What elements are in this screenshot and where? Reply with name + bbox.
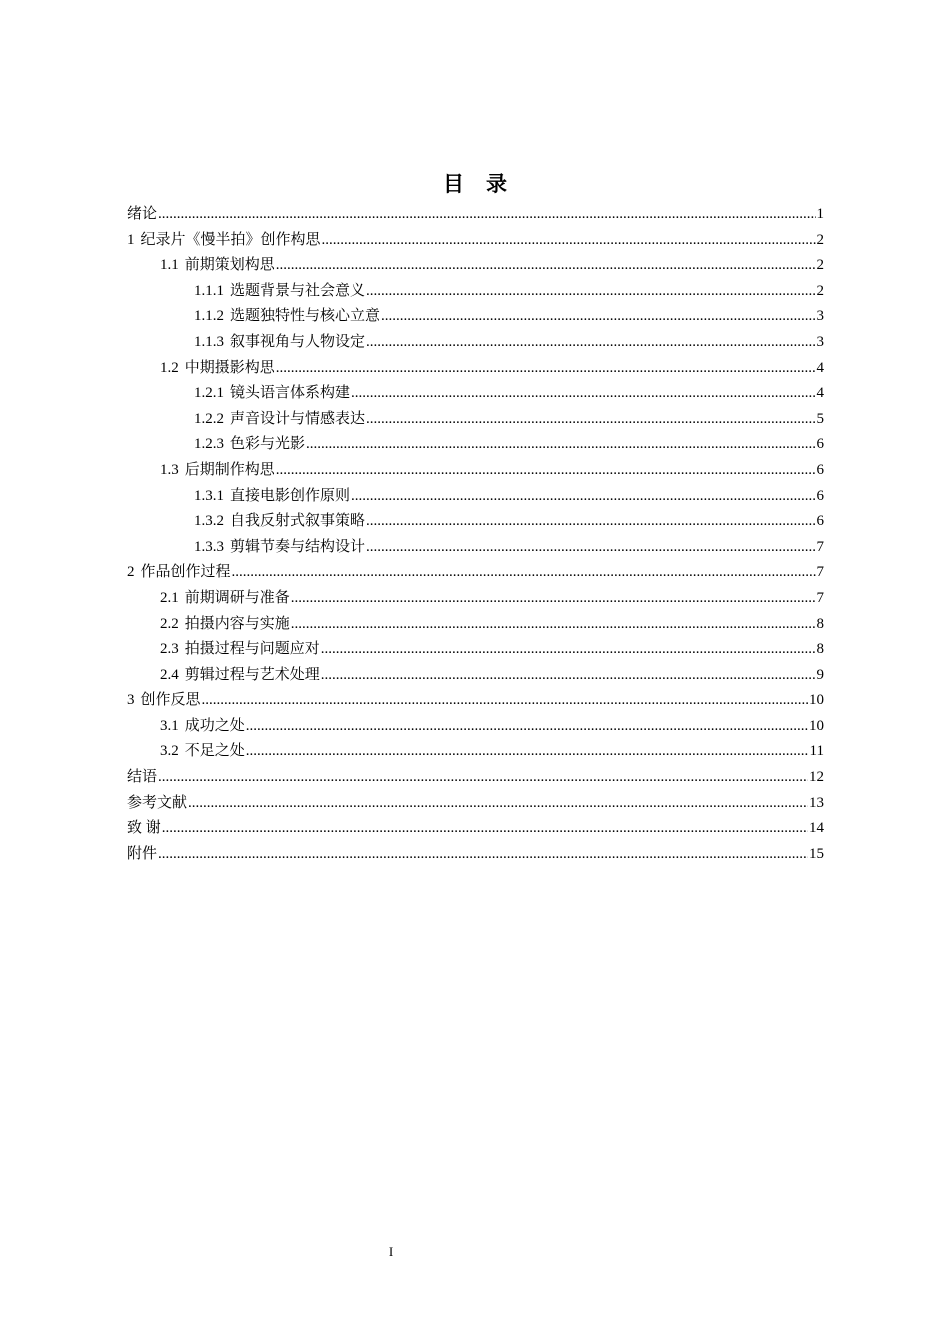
toc-entry-page: 2 [816, 282, 824, 299]
toc-entry-label: 不足之处 [184, 743, 245, 760]
toc-dot-leader [246, 714, 808, 740]
toc-dot-leader [351, 484, 815, 510]
toc-entry-label: 直接电影创作原则 [230, 487, 351, 504]
toc-dot-leader [366, 279, 815, 305]
toc-entry-number: 1.1.2 [194, 308, 224, 325]
toc-entry-label: 绪论 [127, 206, 158, 222]
toc-entry-page: 6 [816, 513, 824, 530]
toc-entry[interactable] [127, 509, 824, 535]
toc-entry-number: 1.1.3 [194, 333, 224, 350]
toc-dot-leader [276, 458, 816, 484]
toc-dot-leader [366, 535, 815, 561]
toc-entry-label: 剪辑节奏与结构设计 [230, 538, 366, 555]
toc-entry-page: 1 [816, 206, 824, 222]
toc-entry[interactable] [127, 560, 824, 586]
toc-entry-label: 纪录片《慢半拍》创作构思 [140, 231, 321, 248]
toc-entry-label: 参考文献 [127, 794, 188, 811]
toc-dot-leader [158, 842, 808, 868]
toc-entry-number: 1.3.2 [194, 513, 224, 530]
toc-entry-label: 结语 [127, 769, 158, 786]
toc-entry[interactable] [127, 381, 824, 407]
toc-dot-leader [321, 663, 816, 689]
toc-entry-number: 1.3 [160, 461, 179, 478]
toc-entry[interactable] [127, 663, 824, 689]
toc-entry[interactable] [127, 714, 824, 740]
toc-entry-label: 拍摄过程与问题应对 [184, 641, 320, 658]
toc-entry[interactable] [127, 842, 824, 868]
toc-entry-number: 1.3.3 [194, 538, 224, 555]
toc-dot-leader [276, 356, 816, 382]
toc-dot-leader [366, 330, 815, 356]
toc-entry[interactable] [127, 432, 824, 458]
toc-entry-page: 8 [816, 615, 824, 632]
toc-entry-page: 4 [816, 385, 824, 402]
toc-entry-page: 9 [816, 666, 824, 683]
toc-entry-page: 2 [816, 231, 824, 248]
toc-entry-label: 声音设计与情感表达 [230, 410, 366, 427]
toc-entry[interactable] [127, 637, 824, 663]
toc-entry-page: 3 [816, 308, 824, 325]
toc-entry-number: 1.1.1 [194, 282, 224, 299]
toc-entry[interactable] [127, 304, 824, 330]
toc-dot-leader [291, 586, 816, 612]
toc-entry-label: 选题背景与社会意义 [230, 282, 366, 299]
toc-entry-page: 15 [809, 845, 824, 862]
toc-dot-leader [381, 304, 815, 330]
toc-entry-page: 6 [816, 461, 824, 478]
toc-entry-label: 创作反思 [140, 692, 201, 709]
toc-entry-page: 6 [816, 436, 824, 453]
toc-title: 目录 [443, 172, 529, 197]
toc-entry[interactable] [127, 330, 824, 356]
toc-entry[interactable] [127, 356, 824, 382]
toc-entry-number: 1.2.2 [194, 410, 224, 427]
toc-entry-number: 1.2 [160, 359, 179, 376]
toc-dot-leader [321, 637, 816, 663]
toc-entry[interactable] [127, 791, 824, 817]
toc-dot-leader [162, 816, 808, 842]
toc-entry-page: 6 [816, 487, 824, 504]
toc-dot-leader [202, 688, 808, 714]
toc-dot-leader [351, 381, 815, 407]
toc-entry-number: 1 [127, 231, 135, 248]
toc-entry-label: 中期摄影构思 [184, 359, 275, 376]
toc-entry-page: 2 [816, 257, 824, 274]
toc-entry[interactable] [127, 816, 824, 842]
toc-dot-leader [322, 228, 816, 254]
toc-entry-number: 2.3 [160, 641, 179, 658]
toc-entry[interactable] [127, 458, 824, 484]
toc-entry-label: 后期制作构思 [184, 461, 275, 478]
toc-entry-page: 13 [809, 794, 824, 811]
toc-entry-page: 7 [816, 538, 824, 555]
toc-entry[interactable] [127, 253, 824, 279]
toc-entry-label: 拍摄内容与实施 [184, 615, 290, 632]
toc-dot-leader [158, 765, 808, 791]
toc-dot-leader [188, 791, 808, 817]
toc-entry-number: 3.1 [160, 717, 179, 734]
toc-entry-page: 8 [816, 641, 824, 658]
toc-entry[interactable] [127, 739, 824, 765]
toc-entry[interactable] [127, 202, 824, 228]
toc-entry[interactable] [127, 228, 824, 254]
toc-entry-number: 1.2.1 [194, 385, 224, 402]
toc-dot-leader [366, 509, 815, 535]
toc-entry[interactable] [127, 765, 824, 791]
toc-entry-page: 7 [816, 564, 824, 581]
toc-entry-page: 14 [809, 820, 824, 837]
toc-entry[interactable] [127, 688, 824, 714]
toc-dot-leader [246, 739, 809, 765]
toc-entry-page: 3 [816, 333, 824, 350]
toc-entry[interactable] [127, 279, 824, 305]
toc-entry-page: 5 [816, 410, 824, 427]
toc-dot-leader [306, 432, 815, 458]
toc-entry-number: 2.2 [160, 615, 179, 632]
toc-dot-leader [158, 202, 815, 228]
toc-entry-label: 色彩与光影 [230, 436, 306, 453]
toc-entry-page: 10 [809, 692, 824, 709]
toc-entry-number: 3 [127, 692, 135, 709]
toc-entry-label: 前期调研与准备 [184, 589, 290, 606]
toc-entry-page: 4 [816, 359, 824, 376]
toc-entry-label: 成功之处 [184, 717, 245, 734]
toc-entry-label: 前期策划构思 [184, 257, 275, 274]
toc-entry-page: 12 [809, 769, 824, 786]
toc-entry[interactable] [127, 407, 824, 433]
toc-entry-number: 1.3.1 [194, 487, 224, 504]
toc-entry-label: 剪辑过程与艺术处理 [184, 666, 320, 683]
toc-entry-label: 叙事视角与人物设定 [230, 333, 366, 350]
toc-dot-leader [276, 253, 816, 279]
toc-entry-number: 1.2.3 [194, 436, 224, 453]
toc-entry-page: 10 [809, 717, 824, 734]
toc-entry-page: 7 [816, 589, 824, 606]
toc-entry-number: 2.4 [160, 666, 179, 683]
page-number: I [388, 1244, 394, 1259]
toc-list [127, 202, 824, 867]
toc-entry-label: 选题独特性与核心立意 [230, 308, 381, 325]
toc-entry-label: 致 谢 [127, 820, 161, 837]
toc-entry-number: 2.1 [160, 589, 179, 606]
toc-dot-leader [291, 612, 816, 638]
toc-entry-number: 1.1 [160, 257, 179, 274]
toc-entry-label: 镜头语言体系构建 [230, 385, 351, 402]
toc-dot-leader [232, 560, 816, 586]
toc-entry-label: 附件 [127, 845, 158, 862]
toc-dot-leader [366, 407, 815, 433]
toc-entry[interactable] [127, 484, 824, 510]
toc-entry[interactable] [127, 586, 824, 612]
toc-entry-number: 3.2 [160, 743, 179, 760]
toc-entry-label: 作品创作过程 [140, 564, 231, 581]
toc-entry-label: 自我反射式叙事策略 [230, 513, 366, 530]
toc-entry-page: 11 [809, 743, 824, 760]
toc-entry-number: 2 [127, 564, 135, 581]
toc-entry[interactable] [127, 535, 824, 561]
toc-entry[interactable] [127, 612, 824, 638]
